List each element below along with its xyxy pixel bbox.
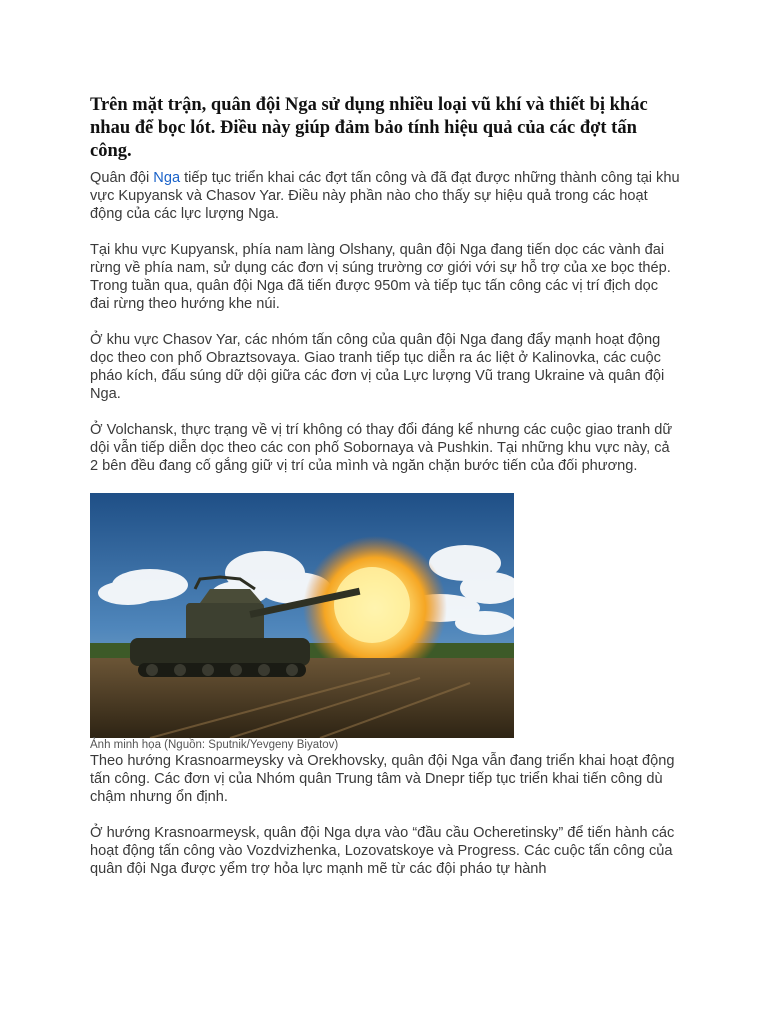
paragraph-1 bbox=[90, 169, 680, 223]
article-headline: Trên mặt trận, quân đội Nga sử dụng nhiều loại vũ khí và thiết bị khác nhau để bọc lót. Điều này giúp đảm bảo tính hiệu quả của các đợt tấn công. bbox=[90, 95, 648, 161]
paragraph-2: Tại khu vực Kupyansk, phía nam làng Olshany, quân đội Nga đang tiến dọc các vành đai rừng về phía nam, sử dụng các đơn vị súng trường cơ giới với sự hỗ trợ của xe bọc thép. Trong tuần qua, quân đội Nga đã tiến được 950m và tiếp tục tấn công các vị trí địch dọc đai rừng theo hướng khe núi. bbox=[90, 242, 671, 312]
nga-link[interactable]: Nga bbox=[153, 170, 181, 186]
article-figure bbox=[90, 493, 514, 752]
paragraph-1-start: Quân đội bbox=[90, 170, 154, 186]
artillery-photo bbox=[90, 493, 514, 738]
paragraph-5: Theo hướng Krasnoarmeysky và Orekhovsky, quân đội Nga vẫn đang triển khai hoạt động tấn công. Các đơn vị của Nhóm quân Trung tâm và Dnepr tiếp tục triển khai tiến công dù chậm nhưng ổn định. bbox=[90, 753, 675, 805]
paragraph-6: Ở hướng Krasnoarmeysk, quân đội Nga dựa vào “đầu cầu Ocheretinsky” để tiến hành các hoạt động tấn công vào Vozdvizhenka, Lozovatskoye và Progress. Các cuộc tấn công của quân đội Nga được yểm trợ hỏa lực mạnh mẽ từ các đội pháo tự hành bbox=[90, 825, 675, 877]
paragraph-3: Ở khu vực Chasov Yar, các nhóm tấn công của quân đội Nga đang đẩy mạnh hoạt động dọc theo con phố Obraztsovaya. Giao tranh tiếp tục diễn ra ác liệt ở Kalinovka, các cuộc pháo kích, đấu súng dữ dội giữa các đơn vị của Lực lượng Vũ trang Ukraine và quân đội Nga. bbox=[90, 332, 665, 402]
article bbox=[90, 94, 680, 896]
image-caption: Ảnh minh họa (Nguồn: Sputnik/Yevgeny Biyatov) bbox=[90, 739, 339, 751]
paragraph-4: Ở Volchansk, thực trạng về vị trí không có thay đổi đáng kể nhưng các cuộc giao tranh dữ dội vẫn tiếp diễn dọc theo các con phố Sobornaya và Pushkin. Tại những khu vực này, cả 2 bên đều đang cố gắng giữ vị trí của mình và ngăn chặn bước tiến của đối phương. bbox=[90, 422, 673, 474]
paragraph-1-rest: tiếp tục triển khai các đợt tấn công và đã đạt được những thành công tại khu vực Kupyansk và Chasov Yar. Điều này phần nào cho thấy sự hiệu quả trong các hoạt động của các lực lượng Nga. bbox=[90, 170, 680, 222]
